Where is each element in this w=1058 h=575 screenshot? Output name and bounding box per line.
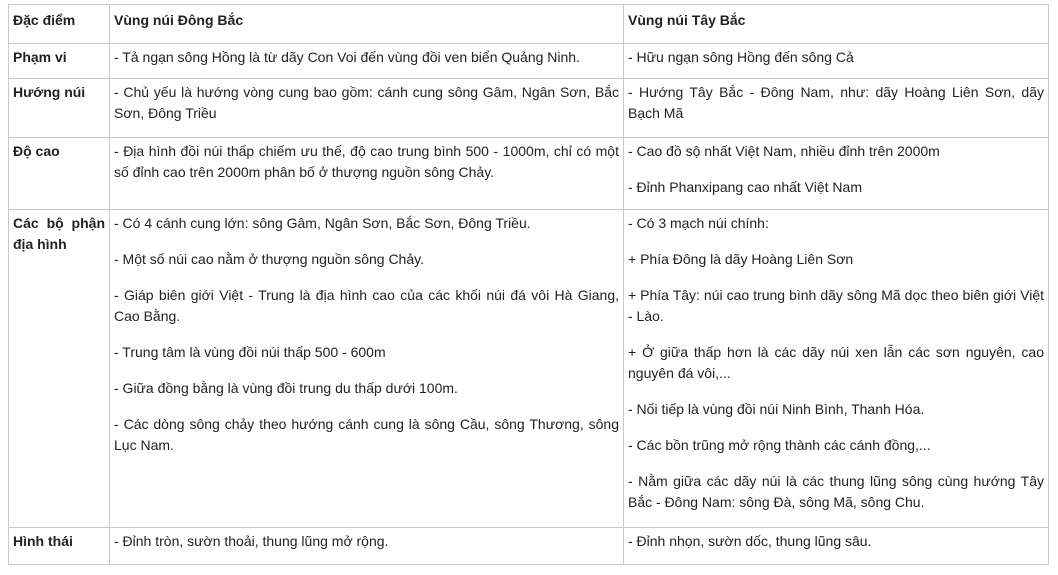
cell-text: + Phía Tây: núi cao trung bình dãy sông Mã dọc theo biên giới Việt - Lào. <box>628 287 1044 324</box>
west-cell <box>624 138 1049 210</box>
row-label: Độ cao <box>9 138 110 210</box>
cell-text: - Nằm giữa các dãy núi là các thung lũng sông cùng hướng Tây Bắc - Đông Nam: sông Đà, sông Mã, sông Chu. <box>628 473 1044 510</box>
table-header-row <box>9 5 1049 44</box>
cell-text: + Phía Đông là dãy Hoàng Liên Sơn <box>628 251 854 267</box>
header-west: Vùng núi Tây Bắc <box>624 5 1049 44</box>
cell-text: - Cao đồ sộ nhất Việt Nam, nhiều đỉnh trên 2000m <box>628 143 940 159</box>
cell-text: - Chủ yếu là hướng vòng cung bao gồm: cánh cung sông Gâm, Ngân Sơn, Bắc Sơn, Đông Triều <box>114 84 619 121</box>
cell-text: - Hướng Tây Bắc - Đông Nam, như: dãy Hoàng Liên Sơn, dãy Bạch Mã <box>628 84 1044 121</box>
cell-text: - Địa hình đồi núi thấp chiếm ưu thế, độ cao trung bình 500 - 1000m, chỉ có một số đỉnh cao trên 2000m phân bố ở thượng nguồn sông Chảy. <box>114 143 619 180</box>
cell-text: - Một số núi cao nằm ở thượng nguồn sông Chảy. <box>114 251 424 267</box>
row-label: Hình thái <box>9 528 110 565</box>
cell-text: - Các bồn trũng mở rộng thành các cánh đồng,... <box>628 437 931 453</box>
table-row <box>9 79 1049 138</box>
cell-text: - Các dòng sông chảy theo hướng cánh cung là sông Cầu, sông Thương, sông Lục Nam. <box>114 416 619 453</box>
east-cell <box>110 44 624 79</box>
row-label: Phạm vi <box>9 44 110 79</box>
west-cell <box>624 210 1049 528</box>
cell-text: - Đỉnh tròn, sườn thoải, thung lũng mở rộng. <box>114 533 389 549</box>
header-feature: Đặc điểm <box>9 5 110 44</box>
cell-text: - Giữa đồng bằng là vùng đồi trung du thấp dưới 100m. <box>114 380 458 396</box>
comparison-table <box>8 4 1049 565</box>
east-cell <box>110 528 624 565</box>
east-cell <box>110 210 624 528</box>
west-cell <box>624 79 1049 138</box>
cell-text: - Có 4 cánh cung lớn: sông Gâm, Ngân Sơn, Bắc Sơn, Đông Triều. <box>114 215 531 231</box>
table-row <box>9 138 1049 210</box>
cell-text: - Có 3 mạch núi chính: <box>628 215 769 231</box>
table-row <box>9 210 1049 528</box>
row-label: Hướng núi <box>9 79 110 138</box>
cell-text: - Đỉnh Phanxipang cao nhất Việt Nam <box>628 179 862 195</box>
east-cell <box>110 79 624 138</box>
cell-text: - Trung tâm là vùng đồi núi thấp 500 - 600m <box>114 344 386 360</box>
cell-text: - Hữu ngạn sông Hồng đến sông Cả <box>628 49 854 65</box>
cell-text: - Đỉnh nhọn, sườn dốc, thung lũng sâu. <box>628 533 872 549</box>
west-cell <box>624 44 1049 79</box>
west-cell <box>624 528 1049 565</box>
cell-text: - Giáp biên giới Việt - Trung là địa hình cao của các khối núi đá vôi Hà Giang, Cao Bằng. <box>114 287 619 324</box>
row-label: Các bộ phận địa hình <box>9 210 110 528</box>
table-row <box>9 44 1049 79</box>
cell-text: - Tả ngạn sông Hồng là từ dãy Con Voi đến vùng đồi ven biển Quảng Ninh. <box>114 49 580 65</box>
cell-text: + Ở giữa thấp hơn là các dãy núi xen lẫn các sơn nguyên, cao nguyên đá vôi,... <box>628 344 1044 381</box>
header-east: Vùng núi Đông Bắc <box>110 5 624 44</box>
cell-text: - Nối tiếp là vùng đồi núi Ninh Bình, Thanh Hóa. <box>628 401 925 417</box>
east-cell <box>110 138 624 210</box>
table-row <box>9 528 1049 565</box>
